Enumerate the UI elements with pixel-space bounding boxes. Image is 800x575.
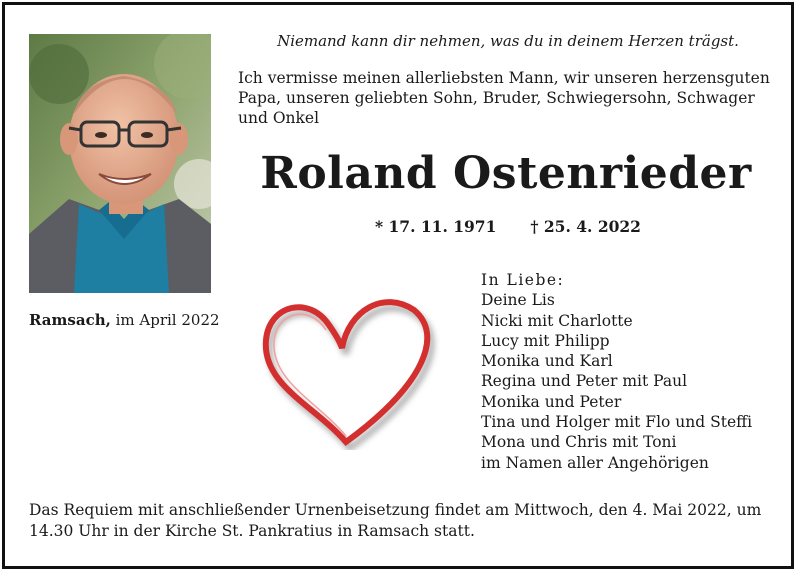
- mourner-line: Lucy mit Philipp: [481, 331, 610, 350]
- motto-quote: Niemand kann dir nehmen, was du in deinem Herzen trägst.: [277, 32, 739, 50]
- place-date: im April 2022: [110, 311, 220, 329]
- portrait-photo: [29, 34, 211, 293]
- mourner-line: Deine Lis: [481, 291, 555, 310]
- mourner-line: Monika und Karl: [481, 352, 613, 371]
- place-town: Ramsach,: [29, 311, 111, 329]
- life-dates: [236, 217, 780, 236]
- mourner-line: Regina und Peter mit Paul: [481, 372, 688, 391]
- deceased-name: Roland Ostenrieder: [260, 148, 752, 199]
- mourners-heading: In Liebe:: [481, 271, 565, 289]
- place-and-date: [29, 311, 220, 329]
- mourner-line: Nicki mit Charlotte: [481, 311, 633, 330]
- service-details: Das Requiem mit anschließender Urnenbeisetzung findet am Mittwoch, den 4. Mai 2022, um 14.30 Uhr in der Kirche St. Pankratius in Ramsach statt.: [29, 501, 762, 540]
- mourner-line: Monika und Peter: [481, 392, 622, 411]
- mourner-line: im Namen aller Angehörigen: [481, 453, 709, 472]
- heart-icon: [254, 290, 444, 454]
- mourner-line: Tina und Holger mit Flo und Steffi: [481, 413, 753, 432]
- mourner-line: Mona und Chris mit Toni: [481, 433, 677, 452]
- mourners-list: [481, 270, 752, 473]
- death-date: † 25. 4. 2022: [530, 217, 641, 236]
- intro-text: Ich vermisse meinen allerliebsten Mann, wir unseren herzensguten Papa, unseren geliebten Sohn, Bruder, Schwiegersohn, Schwager und Onkel: [238, 69, 770, 127]
- birth-date: * 17. 11. 1971: [375, 217, 497, 236]
